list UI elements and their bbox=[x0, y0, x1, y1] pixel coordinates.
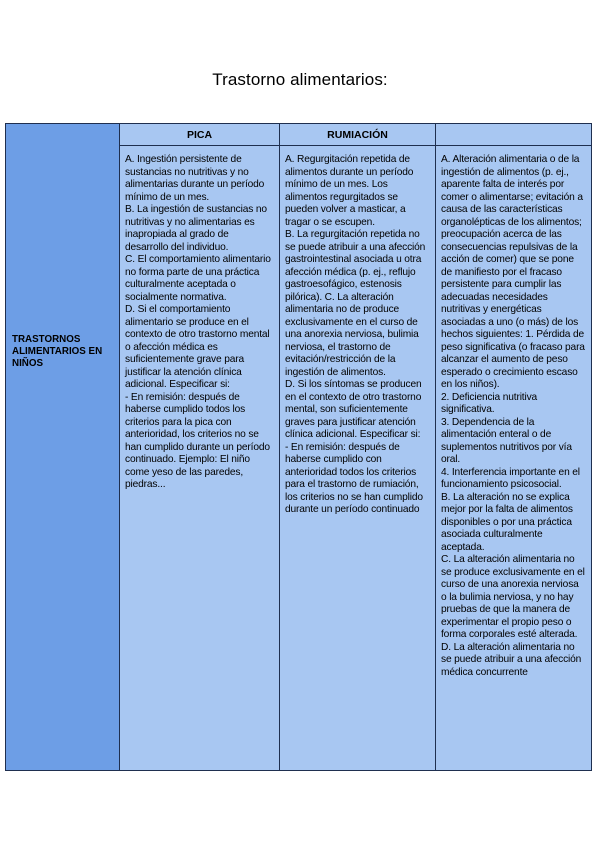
row-label: TRASTORNOS ALIMENTARIOS EN NIÑOS bbox=[12, 334, 103, 369]
page-title: Trastorno alimentarios: bbox=[212, 70, 388, 89]
third-criteria-cell: A. Alteración alimentaria o de la ingestión de alimentos (p. ej., aparente falta de interés por comer o alimentarse; evitación a causa de las características organolépticas de los alimentos; preocupación acerca de las consecuencias repulsivas de la acción de comer) que se pone de manifiesto por el fracaso persistente para cumplir las adecuadas necesidades nutritivas y energéticas asociadas a uno (o más) de los hechos siguientes: 1. Pérdida de peso significativa (o fracaso para alcanzar el aumento de peso esperado o crecimiento escaso en los niños). 2. Deficiencia nutritiva significativa. 3. Dependencia de la alimentación enteral o de suplementos nutritivos por vía oral. 4. Interferencia importante en el funcionamiento psicosocial. B. La alteración no se explica mejor por la falta de alimentos disponibles o por una práctica asociada culturalmente aceptada. C. La alteración alimentaria no se produce exclusivamente en el curso de una anorexia nerviosa o la bulimia nerviosa, y no hay pruebas de que la manera de experimentar el propio peso o forma corporales esté alterada. D. La alteración alimentaria no se puede atribuir a una afección médica concurrente bbox=[436, 146, 591, 770]
header-rumiacion: RUMIACIÓN bbox=[280, 124, 436, 146]
pica-criteria-cell: A. Ingestión persistente de sustancias no nutritivas y no alimentarias durante un período mínimo de un mes. B. La ingestión de sustancias no nutritivas y no alimentarias es inapropiada al grado de desarrollo del individuo. C. El comportamiento alimentario no forma parte de una práctica culturalmente aceptada o socialmente normativa. D. Si el comportamiento alimentario se produce en el contexto de otro trastorno mental o afección médica es suficientemente grave para justificar la atención clínica adicional. Especificar si: - En remisión: después de haberse cumplido todos los criterios para la pica con anterioridad, los criterios no se han cumplido durante un período continuado. Ejemplo: El niño come yeso de las paredes, piedras... bbox=[120, 146, 280, 770]
criteria-table bbox=[5, 123, 592, 771]
header-third bbox=[436, 124, 591, 146]
rumiacion-criteria-cell: A. Regurgitación repetida de alimentos durante un período mínimo de un mes. Los alimentos regurgitados se pueden volver a masticar, a tragar o se escupen. B. La regurgitación repetida no se puede atribuir a una afección gastrointestinal asociada u otra afección médica (p. ej., reflujo gastroesofágico, estenosis pilórica). C. La alteración alimentaria no de produce exclusivamente en el curso de una anorexia nerviosa, bulimia nerviosa, el trastorno de evitación/restricción de la ingestión de alimentos. D. Si los síntomas se producen en el contexto de otro trastorno mental, son suficientemente graves para justificar atención clínica adicional. Especificar si: - En remisión: después de haberse cumplido con anterioridad todos los criterios para el trastorno de rumiación, los criterios no se han cumplido durante un período continuado bbox=[280, 146, 436, 770]
header-pica: PICA bbox=[120, 124, 280, 146]
row-label-column bbox=[6, 124, 120, 770]
